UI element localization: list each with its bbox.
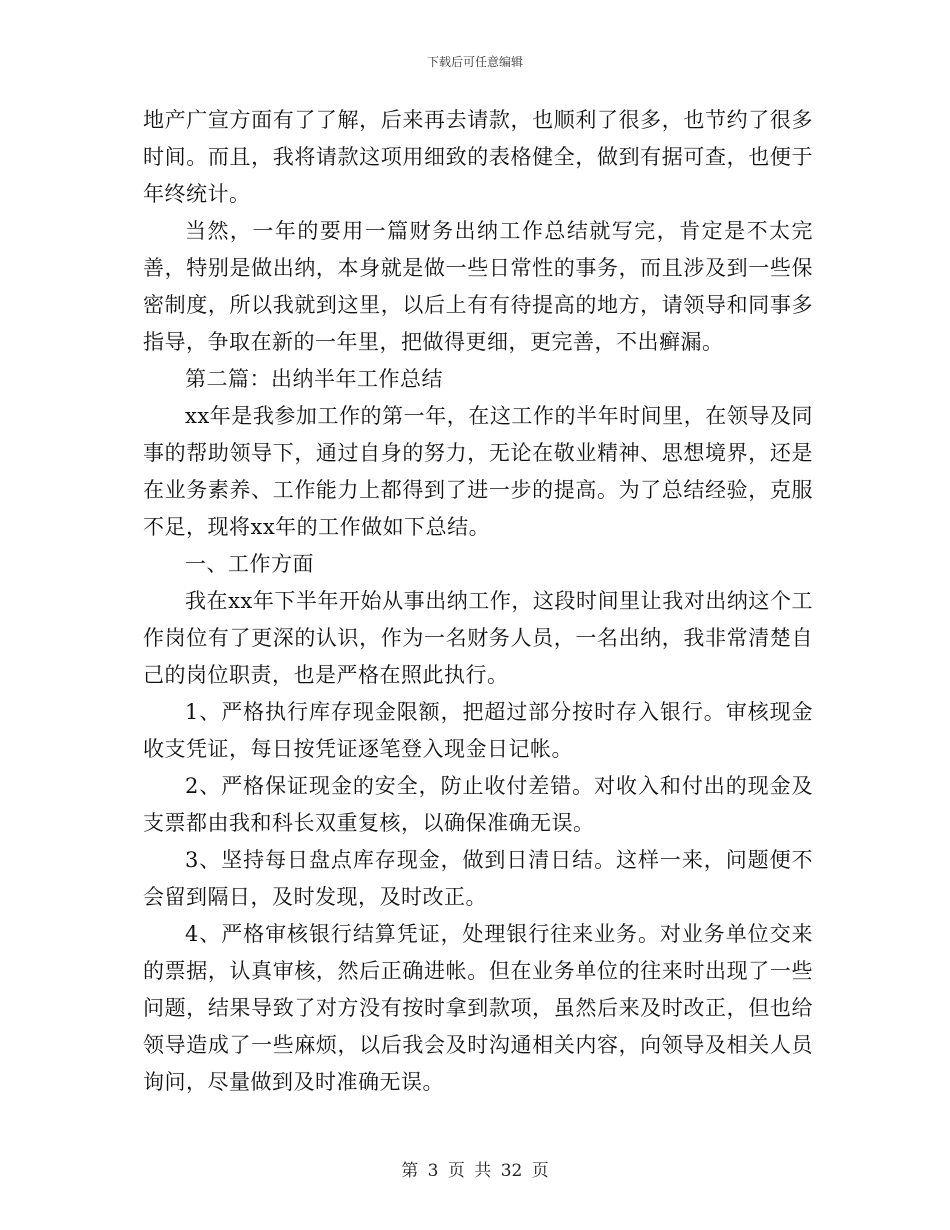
paragraph: xx年是我参加工作的第一年，在这工作的半年时间里，在领导及同事的帮助领导下，通过自身的努力，无论在敬业精神、思想境界，还是在业务素养、工作能力上都得到了进一步的提高。为了总结经验，克服不足，现将xx年的工作做如下总结。 xyxy=(143,404,813,539)
paragraph: 3、坚持每日盘点库存现金，做到日清日结。这样一来，问题便不会留到隔日，及时发现，及时改正。 xyxy=(143,848,813,909)
paragraph: 我在xx年下半年开始从事出纳工作，这段时间里让我对出纳这个工作岗位有了更深的认识，作为一名财务人员，一名出纳，我非常清楚自己的岗位职责，也是严格在照此执行。 xyxy=(143,589,813,687)
paragraph: 2、严格保证现金的安全，防止收付差错。对收入和付出的现金及支票都由我和科长双重复核，以确保准确无误。 xyxy=(143,774,813,835)
page-header: 下载后可任意编辑 xyxy=(426,55,523,69)
paragraph: 当然，一年的要用一篇财务出纳工作总结就写完，肯定是不太完善，特别是做出纳，本身就是做一些日常性的事务，而且涉及到一些保密制度，所以我就到这里，以后上有有待提高的地方，请领导和同事多指导，争取在新的一年里，把做得更细，更完善，不出癣漏。 xyxy=(143,219,813,354)
paragraph: 地产广宣方面有了了解，后来再去请款，也顺利了很多，也节约了很多时间。而且，我将请款这项用细致的表格健全，做到有据可查，也便于年终统计。 xyxy=(143,108,813,206)
document-body xyxy=(143,102,813,1101)
paragraph: 一、工作方面 xyxy=(185,552,314,576)
paragraph: 第二篇：出纳半年工作总结 xyxy=(185,367,443,391)
paragraph: 4、严格审核银行结算凭证，处理银行往来业务。对业务单位交来的票据，认真审核，然后正确进帐。但在业务单位的往来时出现了一些问题，结果导致了对方没有按时拿到款项，虽然后来及时改正，但也给领导造成了一些麻烦，以后我会及时沟通相关内容，向领导及相关人员询问，尽量做到及时准确无误。 xyxy=(143,922,813,1094)
page-footer: 第 3 页 共 32 页 xyxy=(401,1161,549,1181)
paragraph: 1、严格执行库存现金限额，把超过部分按时存入银行。审核现金收支凭证，每日按凭证逐笔登入现金日记帐。 xyxy=(143,700,813,761)
